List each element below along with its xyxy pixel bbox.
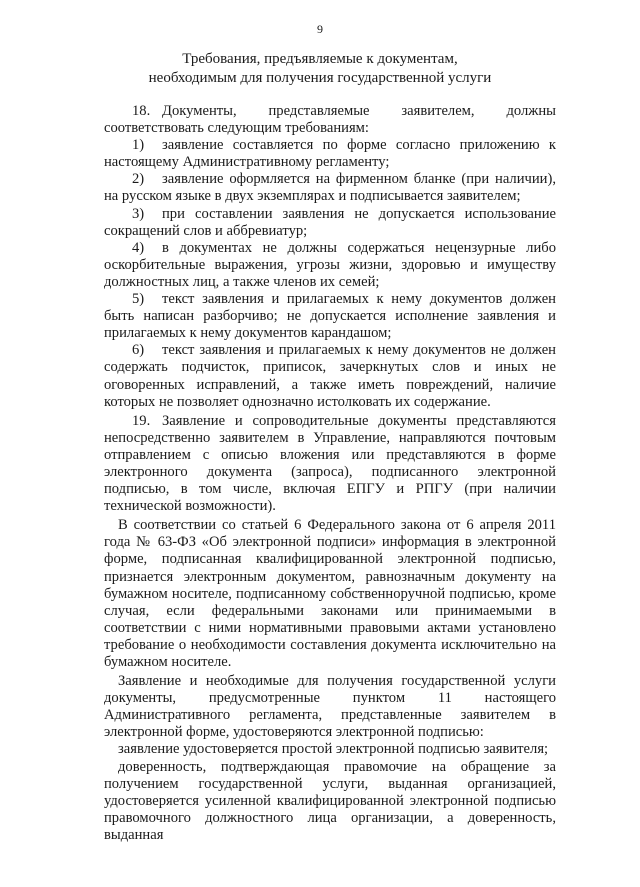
item-number: 19. — [132, 412, 151, 429]
item-number: 2) — [132, 171, 145, 188]
paragraph-text: заявление оформляется на фирменном бланке (при наличии), на русском языке в двух экземплярах и подписывается заявителем; — [104, 171, 556, 205]
list-item-2 — [104, 171, 556, 205]
paragraph-text: текст заявления и прилагаемых к нему документов не должен содержать подчисток, приписок, зачеркнутых слов и иных не оговоренных исправлений, а также иметь повреждений, наличие которых не позволяет однозначно истолковать их содержание. — [104, 342, 556, 410]
paragraph-18 — [104, 103, 556, 137]
paragraph-simple-signature — [104, 741, 556, 758]
paragraph-electronic-signature — [104, 673, 556, 741]
paragraph-text: текст заявления и прилагаемых к нему документов должен быть написан разборчиво; не допускается исполнение заявления и прилагаемых к нему документов карандашом; — [104, 291, 556, 342]
paragraph-19 — [104, 413, 556, 516]
page-number: 9 — [317, 22, 323, 36]
paragraph-text: Заявление и необходимые для получения государственной услуги документы, предусмотренные пунктом 11 настоящего Административного регламента, представленные заявителем в электронной форме, удостоверяются электронной подписью: — [104, 673, 556, 741]
paragraph-federal-law — [104, 517, 556, 671]
list-item-5 — [104, 291, 556, 342]
list-item-4 — [104, 240, 556, 291]
item-number: 1) — [132, 137, 145, 154]
paragraph-text: Документы, представляемые заявителем, должны соответствовать следующим требованиям: — [104, 103, 556, 137]
paragraph-text: доверенность, подтверждающая правомочие на обращение за получением государственной услуги, выданная организацией, удостоверяется усиленной квалифицированной электронной подписью правомочного должностного лица организации, а доверенность, выданная — [104, 758, 556, 843]
item-number: 6) — [132, 342, 145, 359]
paragraph-text: заявление составляется по форме согласно приложению к настоящему Административному регламенту; — [104, 137, 556, 171]
paragraph-text: В соответствии со статьей 6 Федерального закона от 6 апреля 2011 года № 63-ФЗ «Об электронной подписи» информация в электронной форме, подписанная квалифицированной электронной подписью, признается электронным документом, равнозначным документу на бумажном носителе, подписанному собственноручной подписью, кроме случая, если федеральными законами или принимаемыми в соответствии с ними нормативными правовыми актами установлено требование о необходимости составления документа исключительно на бумажном носителе. — [104, 517, 556, 670]
heading-line-1: Требования, предъявляемые к документам, — [182, 51, 458, 67]
paragraph-power-of-attorney — [104, 759, 556, 844]
paragraph-text: заявление удостоверяется простой электронной подписью заявителя; — [118, 741, 549, 758]
paragraph-text: при составлении заявления не допускается использование сокращений слов и аббревиатур; — [104, 205, 556, 239]
document-body — [104, 103, 556, 844]
list-item-1 — [104, 137, 556, 171]
item-number: 18. — [132, 103, 151, 119]
section-heading — [0, 50, 640, 87]
item-number: 4) — [132, 239, 145, 256]
heading-line-2: необходимым для получения государственной услуги — [148, 69, 492, 86]
list-item-3 — [104, 206, 556, 240]
list-item-6 — [104, 342, 556, 410]
paragraph-text: в документах не должны содержаться нецензурные либо оскорбительные выражения, угрозы жизни, здоровью и имуществу должностных лиц, а также членов их семей; — [104, 239, 556, 290]
item-number: 5) — [132, 291, 145, 308]
item-number: 3) — [132, 205, 145, 222]
paragraph-text: Заявление и сопроводительные документы представляются непосредственно заявителем в Управление, направляются почтовым отправлением с описью вложения или представляются в форме электронного документа (запроса), подписанного электронной подписью, в том числе, включая ЕПГУ и РПГУ (при наличии технической возможности). — [104, 412, 556, 515]
